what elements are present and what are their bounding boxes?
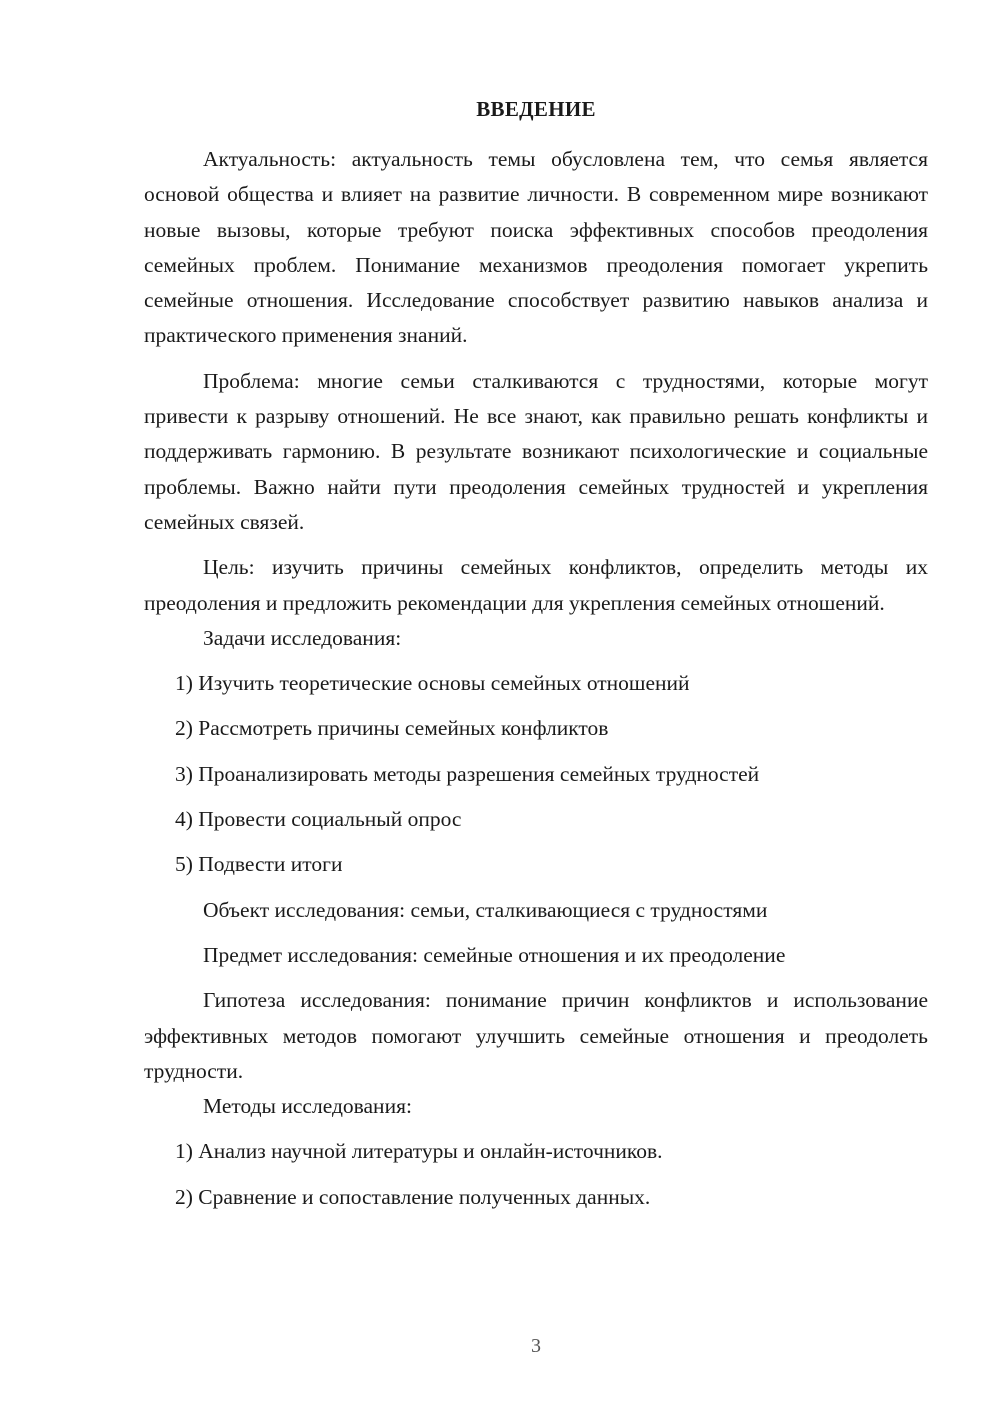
task-item: 1) Изучить теоретические основы семейных отношений <box>175 671 690 696</box>
problem-paragraph: Проблема: многие семьи сталкиваются с трудностями, которые могут привести к разрыву отношений. Не все знают, как правильно решать конфликты и поддерживать гармонию. В результате возникают психологические и социальные проблемы. Важно найти пути преодоления семейных трудностей и укрепления семейных связей. <box>144 368 928 534</box>
research-subject: Предмет исследования: семейные отношения и их преодоление <box>203 942 786 967</box>
section-title: ВВЕДЕНИЕ <box>476 97 596 121</box>
hypothesis-paragraph: Гипотеза исследования: понимание причин конфликтов и использование эффективных методов помогают улучшить семейные отношения и преодолеть трудности. <box>144 988 928 1083</box>
goal-paragraph: Цель: изучить причины семейных конфликтов, определить методы их преодоления и предложить рекомендации для укрепления семейных отношений. <box>144 555 928 615</box>
relevance-paragraph: Актуальность: актуальность темы обусловлена тем, что семья является основой общества и влияет на развитие личности. В современном мире возникают новые вызовы, которые требуют поиска эффективных способов преодоления семейных проблем. Понимание механизмов преодоления помогает укрепить семейные отношения. Исследование способствует развитию навыков анализа и практического применения знаний. <box>144 147 928 348</box>
page-number: 3 <box>531 1335 541 1357</box>
task-item: 3) Проанализировать методы разрешения семейных трудностей <box>175 761 760 786</box>
task-item: 4) Провести социальный опрос <box>175 807 462 832</box>
task-item: 2) Рассмотреть причины семейных конфликтов <box>175 716 609 741</box>
methods-heading: Методы исследования: <box>203 1094 412 1119</box>
method-item: 1) Анализ научной литературы и онлайн-источников. <box>175 1139 663 1164</box>
document-body <box>144 142 928 1215</box>
method-item: 2) Сравнение и сопоставление полученных данных. <box>175 1184 651 1209</box>
research-object: Объект исследования: семьи, сталкивающиеся с трудностями <box>203 897 768 922</box>
tasks-heading: Задачи исследования: <box>203 625 402 650</box>
task-item: 5) Подвести итоги <box>175 852 343 877</box>
